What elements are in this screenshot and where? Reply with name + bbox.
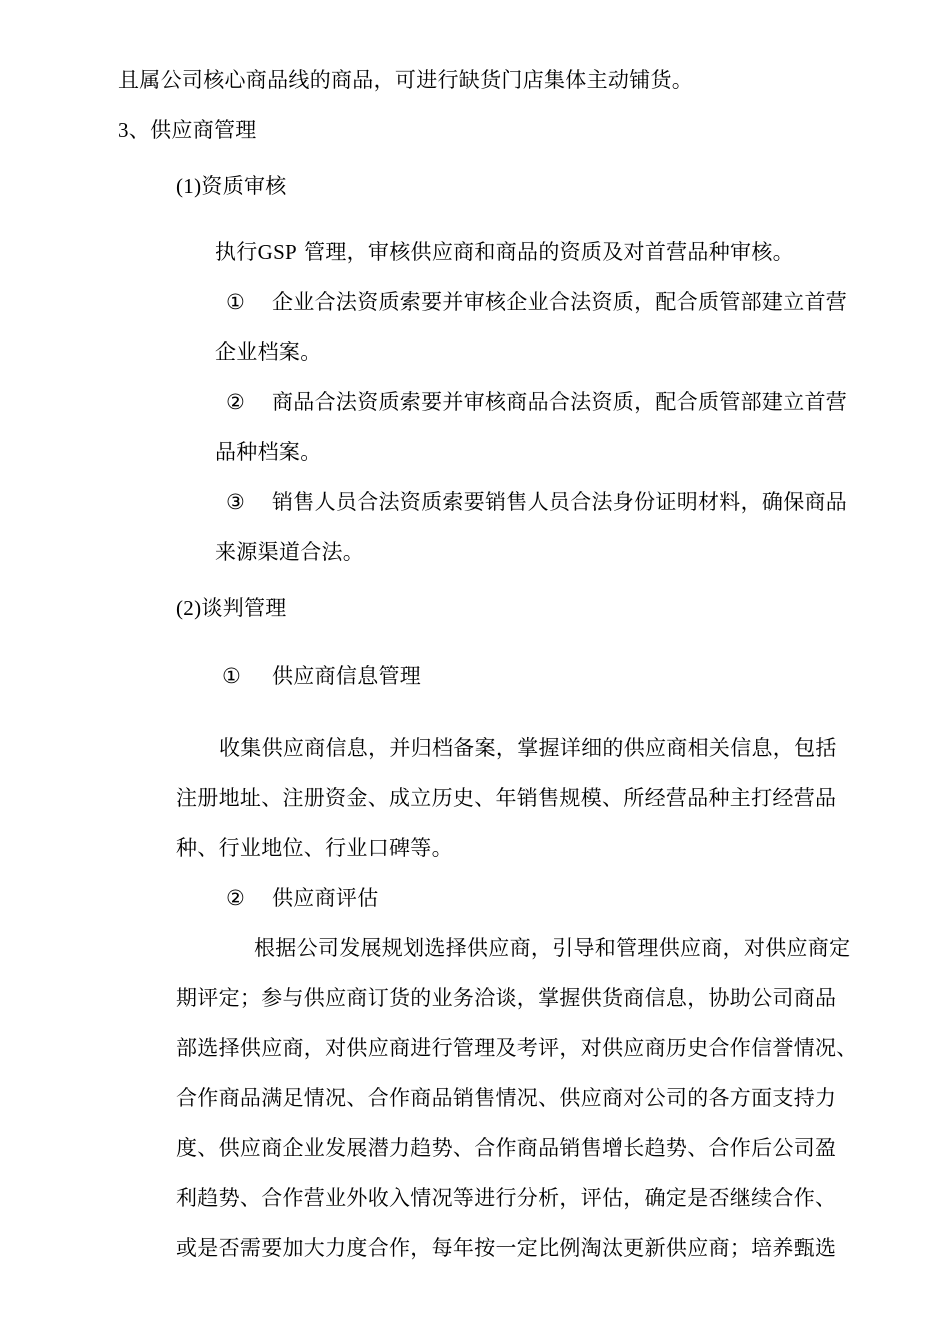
para-text: 或是否需要加大力度合作，每年按一定比例淘汰更新供应商；培养甄选 [176, 1236, 837, 1260]
lead-prefix: 执行 [215, 240, 258, 264]
para-text: 种、行业地位、行业口碑等。 [176, 836, 453, 860]
gsp-lead-line [215, 238, 794, 266]
subsection-number: (1) [176, 174, 202, 198]
qualification-item-2-cont [215, 438, 322, 466]
item-text: 销售人员合法资质索要销售人员合法身份证明材料，确保商品 [272, 490, 848, 514]
item-text-cont: 企业档案。 [215, 340, 322, 364]
subsection-1-heading [176, 172, 287, 200]
supplier-eval-heading [226, 884, 379, 912]
section-3-heading [118, 116, 257, 144]
item-text-cont: 品种档案。 [215, 440, 322, 464]
intro-text: 且属公司核心商品线的商品，可进行缺货门店集体主动铺货。 [118, 68, 694, 92]
para-text: 度、供应商企业发展潜力趋势、合作商品销售增长趋势、合作后公司盈 [176, 1136, 837, 1160]
supplier-eval-para-line-4 [176, 1084, 836, 1112]
item-text: 企业合法资质索要并审核企业合法资质，配合质管部建立首营 [272, 290, 848, 314]
para-text: 利趋势、合作营业外收入情况等进行分析，评估，确定是否继续合作、 [176, 1186, 837, 1210]
section-title: 供应商管理 [150, 118, 257, 142]
item-marker: ① [222, 664, 242, 688]
item-marker: ② [226, 886, 246, 910]
supplier-eval-para-line-6 [176, 1184, 836, 1212]
supplier-info-para-line-3 [176, 834, 453, 862]
qualification-item-1 [226, 288, 847, 316]
item-title: 供应商信息管理 [272, 664, 422, 688]
supplier-eval-para-line-2 [176, 984, 836, 1012]
supplier-eval-para-line-1 [254, 934, 850, 962]
item-text: 商品合法资质索要并审核商品合法资质，配合质管部建立首营 [272, 390, 848, 414]
supplier-info-para-line-2 [176, 784, 836, 812]
qualification-item-3 [226, 488, 847, 516]
intro-line [118, 66, 693, 94]
supplier-eval-para-line-7 [176, 1234, 836, 1262]
section-number: 3、 [118, 118, 151, 142]
para-text: 注册地址、注册资金、成立历史、年销售规模、所经营品种主打经营品 [176, 786, 837, 810]
supplier-eval-para-line-3 [176, 1034, 858, 1062]
qualification-item-1-cont [215, 338, 322, 366]
item-marker: ① [226, 290, 246, 314]
qualification-item-3-cont [215, 538, 364, 566]
item-title: 供应商评估 [272, 886, 379, 910]
lead-suffix: 管理，审核供应商和商品的资质及对首营品种审核。 [297, 240, 794, 264]
para-text: 合作商品满足情况、合作商品销售情况、供应商对公司的各方面支持力 [176, 1086, 837, 1110]
para-text: 收集供应商信息，并归档备案，掌握详细的供应商相关信息，包括 [219, 736, 837, 760]
para-text: 根据公司发展规划选择供应商，引导和管理供应商，对供应商定 [254, 936, 851, 960]
subsection-title: 谈判管理 [201, 596, 287, 620]
para-text: 期评定；参与供应商订货的业务洽谈，掌握供货商信息，协助公司商品 [176, 986, 837, 1010]
para-text: 部选择供应商，对供应商进行管理及考评，对供应商历史合作信誉情况、 [176, 1036, 858, 1060]
subsection-number: (2) [176, 596, 202, 620]
lead-acronym: GSP [257, 240, 298, 264]
supplier-info-heading [222, 662, 421, 690]
qualification-item-2 [226, 388, 847, 416]
supplier-info-para-line-1 [219, 734, 837, 762]
subsection-title: 资质审核 [201, 174, 287, 198]
subsection-2-heading [176, 594, 287, 622]
supplier-eval-para-line-5 [176, 1134, 836, 1162]
item-text-cont: 来源渠道合法。 [215, 540, 365, 564]
item-marker: ② [226, 390, 246, 414]
item-marker: ③ [226, 490, 246, 514]
